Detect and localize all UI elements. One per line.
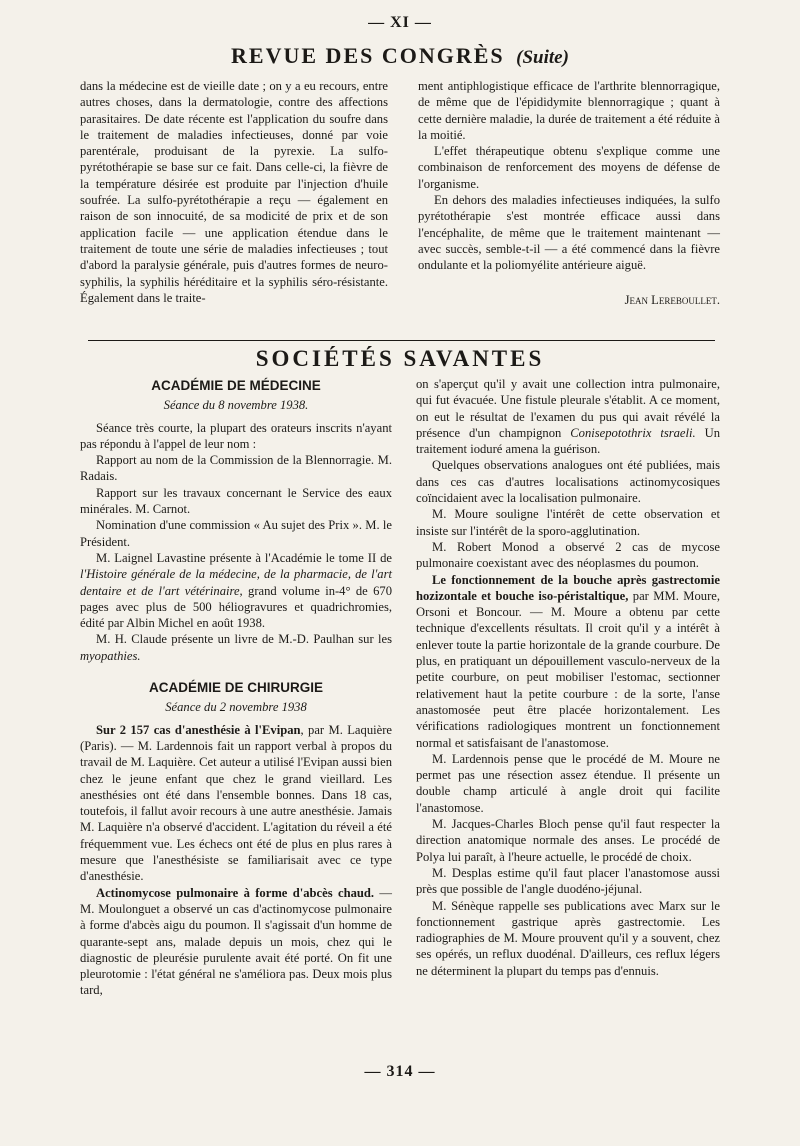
medecine-paragraph-1: Séance très courte, la plupart des orateurs inscrits n'ayant pas répondu à l'appel de leur nom : [80, 420, 392, 451]
chirurgie-paragraph-2 [80, 885, 392, 999]
right-paragraph-6: M. Lardennois pense que le procédé de M. Moure ne permet pas une résection assez étendue. Il présente un double champ articulé à angle droit qui facilite l'anastomose. [416, 751, 720, 815]
chirurgie-paragraph-1 [80, 722, 392, 885]
revue-right-paragraph-1: ment antiphlogistique efficace de l'arthrite blennorragique, de même que de l'épididymite blennorragique ; quant à cette dernière maladie, la durée de traitement a été réduite à la moitié. [418, 79, 720, 142]
page-number: — 314 — [364, 1063, 436, 1080]
chirurgie-p1-body: , par M. Laquière (Paris). — M. Lardennois fait un rapport verbal à propos du travail de M. Laquière. Cet auteur a utilisé l'Evipan aussi bien chez le jeune enfant que chez le grand vieillard. Les anesthésies ont été dans l'ensemble bonnes. Dans 18 cas, toutefois, il fallut avoir recours à une autre anesthésie. Jamais M. Laquière n'a observé d'accident. L'agitation du réveil a été fréquemment vue. Les échecs ont été de plus en plus rares à mesure que l'anesthésiste se familiarisait avec ce type d'anesthésie. [80, 722, 392, 884]
right-paragraph-1 [416, 376, 720, 457]
right-p1-species: Conisepotothrix tsraeli. [570, 425, 696, 440]
societes-right-column [416, 376, 720, 979]
right-paragraph-2: Quelques observations analogues ont été publiées, mais dans ces cas d'autres localisations actinomycosiques coïncidaient avec la localisation pulmonaire. [416, 458, 720, 506]
medecine-paragraph-4: Nomination d'une commission « Au sujet des Prix ». M. le Président. [80, 518, 392, 549]
revue-left-paragraph: dans la médecine est de vieille date ; on y a eu recours, entre autres choses, dans la dermatologie, contre des affections parasitaires. De date récente est l'application du soufre dans le traitement de maladies infectieuses, donné par voie parentérale, produisant de la pyrexie. La sulfo-pyrétothérapie se base sur ce fait. Dans celle-ci, la fièvre de la température désirée est produite par l'injection d'huile soufrée. La sulfo-pyrétothérapie a reçu — également en raison de son innocuité, de sa modicité de prix et de son application facile — une application étendue dans le traitement de toute une série de maladies infectieuses ; tout d'abord la paralysie générale, puis d'autres formes de neuro-syphilis, la syphilis héréditaire et la syphilis séro-résistante. Également dans le traite- [80, 79, 388, 305]
author-signature: Jean Lereboullet. [624, 292, 720, 307]
section-divider [88, 340, 715, 341]
medecine-p6-topic: myopathies. [80, 648, 141, 663]
right-p5-body: par MM. Moure, Orsoni et Boncour. — M. Moure a obtenu par cette technique d'excellents résultats. Il croit qu'il y a intérêt à enlever toute la partie horizontale de la grande courbure. De plus, en pratiquant un dépouillement vasculo-nerveux de la petite courbure, on peut mobiliser l'estomac, sectionner relativement haut la petite courbure : de la sorte, l'anse anastomosée peut être placée horizontalement. Les vérifications radiologiques montrent un fonctionnement normal et satisfaisant de l'anastomose. [416, 588, 720, 750]
right-paragraph-3: M. Moure souligne l'intérêt de cette observation et insiste sur l'intérêt de la sporo-agglutination. [416, 507, 720, 538]
medecine-paragraph-5 [80, 550, 392, 631]
page-roman-numeral: — XI — [368, 14, 432, 31]
medecine-paragraph-2: Rapport au nom de la Commission de la Blennorragie. M. Radais. [80, 453, 392, 484]
revue-left-column [80, 78, 388, 306]
right-paragraph-4: M. Robert Monod a observé 2 cas de mycose pulmonaire coexistant avec des néoplasmes du poumon. [416, 539, 720, 571]
right-paragraph-7: M. Jacques-Charles Bloch pense qu'il faut respecter la direction anatomique normale des anses. Le procédé de Polya lui paraît, à l'heure actuelle, le procédé de choix. [416, 817, 720, 864]
societes-title: SOCIÉTÉS SAVANTES [255, 346, 545, 371]
revue-right-paragraph-2: L'effet thérapeutique obtenu s'explique comme une combinaison de renforcement des moyens de défense de l'organisme. [418, 144, 720, 191]
revue-title-suffix: (Suite) [516, 47, 569, 68]
right-paragraph-8: M. Desplas estime qu'il faut placer l'anastomose aussi près que possible de l'angle duodéno-jéjunal. [416, 865, 720, 897]
right-paragraph-5 [416, 572, 720, 751]
chirurgie-p2-body: — M. Moulonguet a observé un cas d'actinomycose pulmonaire à forme d'abcès aigu du poumon. Il s'agissait d'un homme de quarante-sept ans, malade depuis un mois, chez qui le diagnostic de pleurésie purulente avait été porté. On fit une pleurotomie : l'état général ne s'améliora pas. Deux mois plus tard, [80, 885, 392, 998]
medecine-p5-start: M. Laignel Lavastine présente à l'Académie le tome II de [96, 550, 392, 565]
medecine-p5-end: grand volume in-4° de 670 pages avec plus de 500 héliogravures et quadrichromies, édité par Albin Michel en août 1938. [80, 583, 392, 631]
revue-right-column [418, 78, 720, 308]
right-p1-start: on s'aperçut qu'il y avait une collection intra pulmonaire, qui fut évacuée. Une fistule pleurale s'établit. A ce moment, on eut le résultat de l'examen du pus qui avait révélé la présence d'un champignon [416, 377, 720, 440]
medecine-seance: Séance du 8 novembre 1938. [163, 398, 309, 413]
revue-title [0, 43, 800, 69]
spacer [80, 664, 392, 678]
societes-left-column [80, 376, 392, 999]
chirurgie-seance: Séance du 2 novembre 1938 [165, 700, 307, 715]
chirurgie-p1-title: Sur 2 157 cas d'anesthésie à l'Evipan [96, 722, 301, 737]
revue-title-text: REVUE DES CONGRÈS [231, 43, 505, 68]
medecine-paragraph-6 [80, 631, 392, 664]
right-p1-end: Un traitement ioduré amena la guérison. [416, 425, 720, 457]
revue-right-paragraph-3: En dehors des maladies infectieuses indiquées, la sulfo pyrétothérapie s'est montrée efficace aussi dans l'encéphalite, de même que le traitement maintenant — avec succès, semble-t-il — a été commencé dans la fièvre ondulante et la poliomyélite antérieure aiguë. [418, 193, 720, 273]
medecine-paragraph-3: Rapport sur les travaux concernant le Service des eaux minérales. M. Carnot. [80, 485, 392, 517]
medecine-heading: ACADÉMIE DE MÉDECINE [151, 378, 321, 393]
right-paragraph-9: M. Sénèque rappelle ses publications avec Marx sur le fonctionnement gastrique après gastrectomie. Les radiographies de M. Moure prouvent qu'il y a souvent, chez ses opérés, un reflux duodénal. D'ailleurs, ces reflux légers ne déterminent la plupart du temps pas d'ennuis. [416, 898, 720, 978]
chirurgie-p2-title: Actinomycose pulmonaire à forme d'abcès chaud. [96, 885, 375, 900]
medecine-p6-start: M. H. Claude présente un livre de M.-D. Paulhan sur les [96, 632, 392, 647]
chirurgie-heading: ACADÉMIE DE CHIRURGIE [148, 680, 323, 696]
medecine-p5-book-title: l'Histoire générale de la médecine, de la pharmacie, de l'art dentaire et de l'art vétérinaire, [80, 567, 392, 598]
right-p5-title: Le fonctionnement de la bouche après gastrectomie hozizontale et bouche iso-péristaltique, [416, 572, 720, 603]
